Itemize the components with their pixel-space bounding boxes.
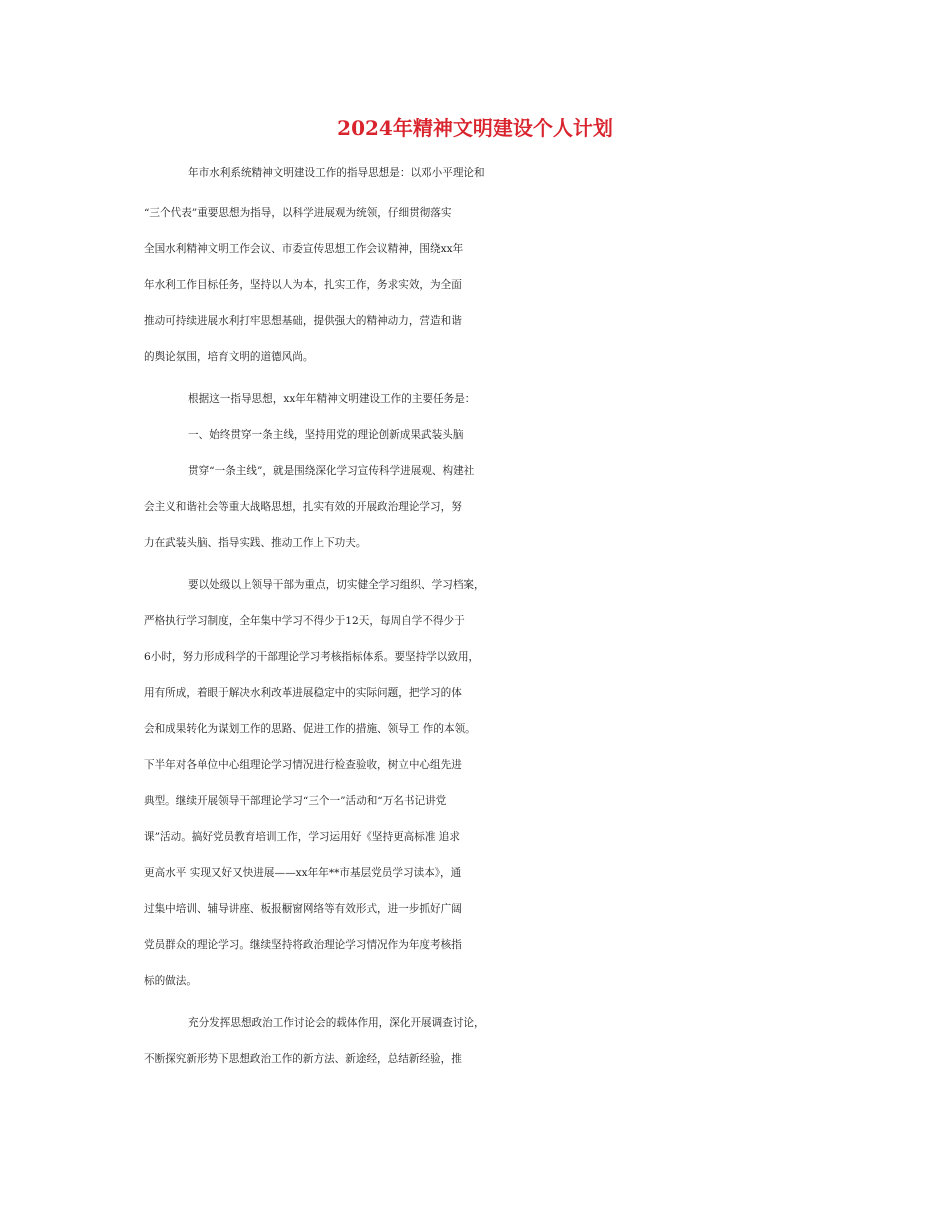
section-heading: 一、始终贯穿一条主线，坚持用党的理论创新成果武装头脑: [188, 429, 464, 441]
body-line: 下半年对各单位中心组理论学习情况进行检查验收，树立中心组先进: [144, 759, 462, 771]
body-line: 推动可持续进展水利打牢思想基础，提供强大的精神动力，营造和谐: [144, 315, 462, 327]
body-line: 党员群众的理论学习。继续坚持将政治理论学习情况作为年度考核指: [144, 939, 462, 951]
body-line: 要以处级以上领导干部为重点，切实健全学习组织、学习档案，: [188, 579, 485, 591]
body-line: 年市水利系统精神文明建设工作的指导思想是：以邓小平理论和: [188, 167, 485, 179]
body-line: 的舆论氛围，培育文明的道德风尚。: [144, 351, 314, 363]
body-line: 严格执行学习制度，全年集中学习不得少于12天，每周自学不得少于: [144, 615, 465, 627]
body-line: 贯穿“一条主线”，就是围绕深化学习宣传科学进展观、构建社: [188, 465, 475, 477]
body-line: 不断探究新形势下思想政治工作的新方法、新途经，总结新经验，推: [144, 1053, 462, 1065]
body-line: 力在武装头脑、指导实践、推动工作上下功夫。: [144, 537, 367, 549]
body-line: 课”活动。搞好党员教育培训工作，学习运用好《坚持更高标准 追求: [144, 831, 460, 843]
body-line: 全国水利精神文明工作会议、市委宣传思想工作会议精神，围绕xx年: [144, 243, 464, 255]
body-line: 会主义和谐社会等重大战略思想，扎实有效的开展政治理论学习，努: [144, 501, 462, 513]
body-line: 会和成果转化为谋划工作的思路、促进工作的措施、领导工 作的本领。: [144, 723, 476, 735]
body-line: 更高水平 实现又好又快进展——xx年年**市基层党员学习读本》，通: [144, 867, 462, 879]
body-line: 过集中培训、辅导讲座、板报橱窗网络等有效形式，进一步抓好广阔: [144, 903, 462, 915]
body-line: “三个代表”重要思想为指导，以科学进展观为统领，仔细贯彻落实: [144, 207, 452, 219]
document-title: 2024年精神文明建设个人计划: [337, 116, 613, 140]
body-line: 标的做法。: [144, 975, 197, 987]
body-line: 典型。继续开展领导干部理论学习“三个一”活动和“万名书记讲党: [144, 795, 447, 807]
body-line: 根据这一指导思想，xx年年精神文明建设工作的主要任务是：: [188, 393, 476, 405]
body-line: 年水利工作目标任务，坚持以人为本，扎实工作，务求实效，为全面: [144, 279, 462, 291]
body-line: 用有所成，着眼于解决水利改革进展稳定中的实际问题，把学习的体: [144, 687, 462, 699]
body-line: 充分发挥思想政治工作讨论会的载体作用，深化开展调查讨论，: [188, 1017, 485, 1029]
body-line: 6小时，努力形成科学的干部理论学习考核指标体系。要坚持学以致用，: [144, 651, 480, 663]
